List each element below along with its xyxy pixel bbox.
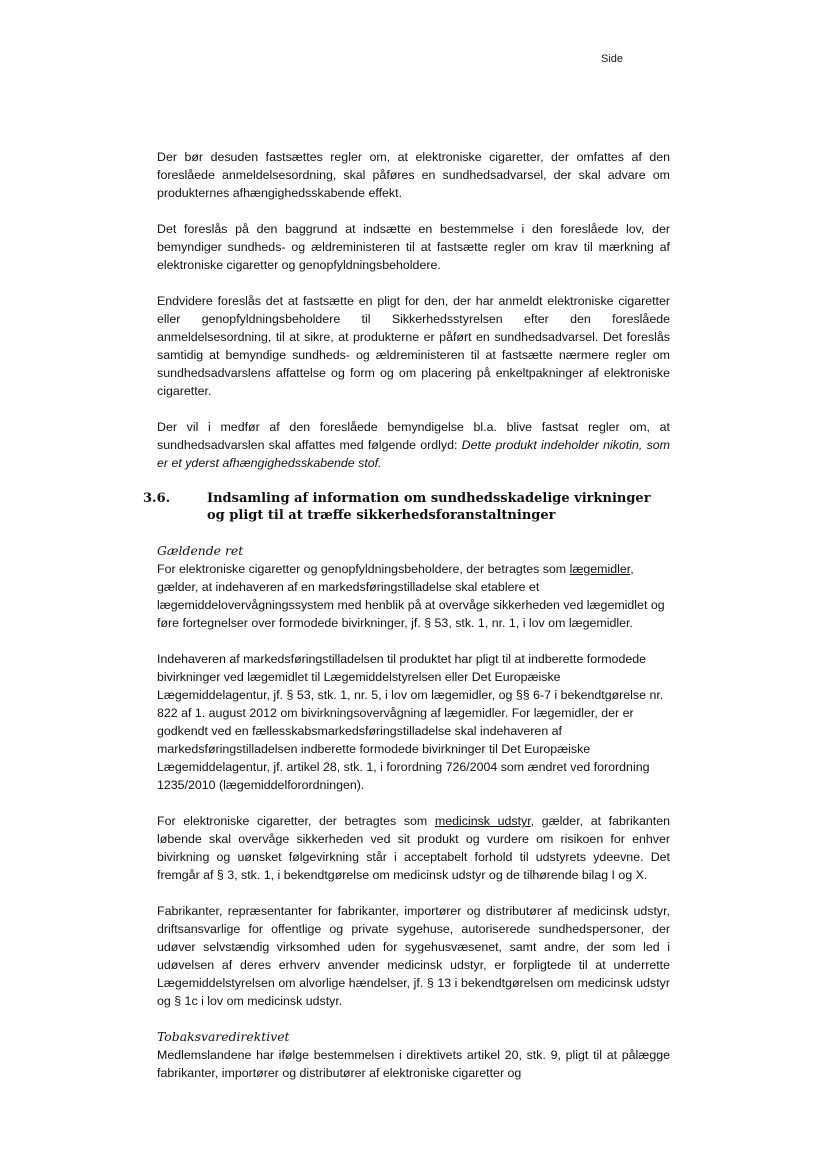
text-segment: , gælder, at indehaveren af en markedsføringstilladelse skal etablere et lægemiddelovervågningssystem med henblik på at overvåge sikkerheden ved lægemidlet og føre fortegnelser over formodede bivirkninger, jf. § 53, stk. 1, nr. 1, i lov om lægemidler. xyxy=(157,562,665,630)
paragraph-medical-devices xyxy=(157,812,670,884)
document-body xyxy=(143,148,670,1082)
paragraph-incident-reporting: Fabrikanter, repræsentanter for fabrikanter, importører og distributører af medicinsk udstyr, driftsansvarlige for offentlige og private sygehuse, autoriserede sundhedspersoner, der udøver selvstændig virksomhed uden for sygehusvæsenet, samt andre, der som led i udøvelsen af deres erhverv anvender medicinsk udstyr, er forpligtede til at underrette Lægemiddelstyrelsen om alvorlige hændelser, jf. § 13 i bekendtgørelsen om medicinsk udstyr og § 1c i lov om medicinsk udstyr. xyxy=(157,904,670,1008)
paragraph-medicinal-products xyxy=(157,560,670,632)
section-heading xyxy=(143,490,670,524)
text-segment: For elektroniske cigaretter, der betragtes som xyxy=(157,814,435,828)
section-title: Indsamling af information om sundhedsskadelige virkninger og pligt til at træffe sikkerhedsforanstaltninger xyxy=(207,491,651,523)
paragraph-reporting-obligation: Indehaveren af markedsføringstilladelsen til produktet har pligt til at indberette formodede bivirkninger ved lægemidlet til Lægemiddelstyrelsen eller Det Europæiske Lægemiddelagentur, jf. § 53, stk. 1, nr. 5, i lov om lægemidler, og §§ 6-7 i bekendtgørelse nr. 822 af 1. august 2012 om bivirkningsovervågning af lægemidler. For lægemidler, der er godkendt ved en fællesskabsmarkedsføringstilladelse skal indehaveren af markedsføringstilladelsen indberette formodede bivirkninger til Det Europæiske Lægemiddelagentur, jf. artikel 28, stk. 1, i forordning 726/2004 som ændret ved forordning 1235/2010 (lægemiddelforordningen). xyxy=(157,652,664,792)
section-number: 3.6. xyxy=(143,491,171,506)
subheading-tobacco-directive: Tobaksvaredirektivet xyxy=(157,1029,290,1044)
text-segment: For elektroniske cigaretter og genopfyldningsbeholdere, der betragtes som xyxy=(157,562,570,576)
paragraph-directive-article: Medlemslandene har ifølge bestemmelsen i direktivets artikel 20, stk. 9, pligt til at pålægge fabrikanter, importører og distributører af elektroniske cigaretter og xyxy=(157,1048,670,1080)
page-label: Side xyxy=(601,53,624,65)
paragraph-notifier-obligation: Endvidere foreslås det at fastsætte en pligt for den, der har anmeldt elektroniske cigaretter eller genopfyldningsbeholdere til Sikkerhedsstyrelsen efter den foreslåede anmeldelsesordning, til at sikre, at produkterne er påført en sundhedsadvarsel. Det foreslås samtidig at bemyndige sundheds- og ældreministeren til at fastsætte nærmere regler om sundhedsadvarslens affattelse og form og om placering på enkeltpakninger af elektroniske cigaretter. xyxy=(157,294,670,398)
link-medical-devices[interactable]: medicinsk udstyr xyxy=(434,814,531,828)
warning-wording-text: Der vil i medfør af den foreslåede bemyndigelse bl.a. blive fastsat regler om, at sundhedsadvarslen skal affattes med følgende ordlyd: xyxy=(157,420,670,452)
subheading-current-law: Gældende ret xyxy=(157,543,244,558)
link-medicinal-products[interactable]: lægemidler xyxy=(569,562,631,576)
paragraph-health-warning-rules: Der bør desuden fastsættes regler om, at elektroniske cigaretter, der omfattes af den foreslåede anmeldelsesordning, skal påføres en sundhedsadvarsel, der skal advare om produkternes afhængighedsskabende effekt. xyxy=(157,150,670,200)
paragraph-labeling-authority: Det foreslås på den baggrund at indsætte en bestemmelse i den foreslåede lov, der bemyndiger sundheds- og ældreministeren til at fastsætte regler om krav til mærkning af elektroniske cigaretter og genopfyldningsbeholdere. xyxy=(157,222,670,272)
warning-quote: Dette produkt indeholder nikotin, som er et yderst afhængighedsskabende stof. xyxy=(157,438,670,470)
paragraph-warning-wording xyxy=(157,418,670,472)
text-segment: , gælder, at fabrikanten løbende skal overvåge sikkerheden ved sit produkt og vurdere om risikoen for enhver bivirkning og uønsket følgevirkning står i acceptabelt forhold til udstyrets ydeevne. Det fremgår af § 3, stk. 1, i bekendtgørelse om medicinsk udstyr og de tilhørende bilag I og X. xyxy=(157,814,670,882)
